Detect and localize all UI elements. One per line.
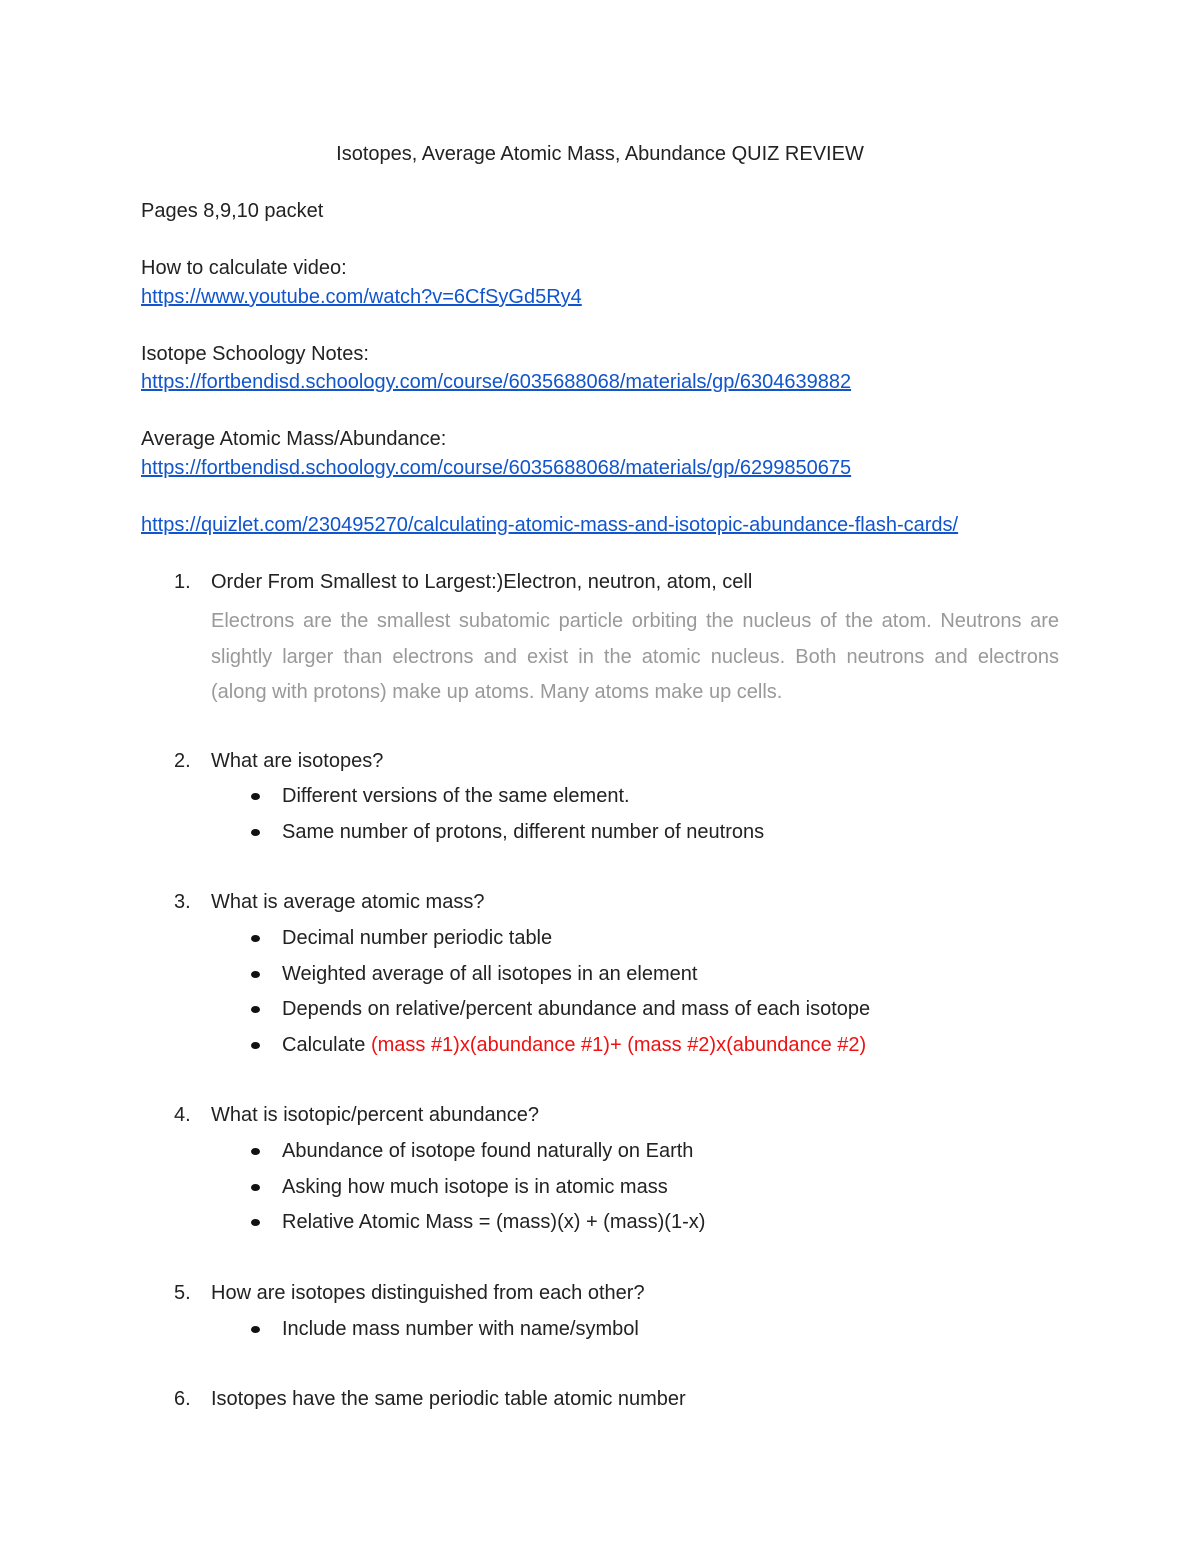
bullet-item: Decimal number periodic table: [282, 927, 553, 949]
bullet-icon: [248, 819, 258, 829]
avg-mass-label: Average Atomic Mass/Abundance:: [141, 428, 447, 450]
bullet-icon: [248, 925, 258, 935]
bullet-icon: [248, 783, 258, 793]
bullet-icon: [248, 1174, 258, 1184]
answer-explanation: Electrons are the smallest subatomic particle orbiting the nucleus of the atom. Neutrons are slightly larger than electrons and exist in the atomic nucleus. Both neutrons and electrons (along with protons) make up atoms. Many atoms make up cells.: [211, 610, 1059, 703]
bullet-item-calculate: [282, 1032, 866, 1058]
bullet-icon: [248, 1209, 258, 1219]
question-number: 1.: [174, 571, 191, 593]
page-title: Isotopes, Average Atomic Mass, Abundance QUIZ REVIEW: [336, 143, 864, 165]
question-text: What is average atomic mass?: [211, 891, 485, 913]
bullet-icon: [248, 996, 258, 1006]
question-number: 4.: [174, 1104, 191, 1126]
question-number: 3.: [174, 891, 191, 913]
video-link[interactable]: https://www.youtube.com/watch?v=6CfSyGd5Ry4: [141, 286, 582, 308]
formula-text: (mass #1)x(abundance #1)+ (mass #2)x(abundance #2): [370, 1034, 867, 1056]
bullet-icon: [248, 1138, 258, 1148]
avg-mass-link[interactable]: https://fortbendisd.schoology.com/course/6035688068/materials/gp/6299850675: [141, 457, 852, 479]
bullet-icon: [248, 1032, 258, 1042]
bullet-item: Asking how much isotope is in atomic mass: [282, 1176, 668, 1198]
question-text: What is isotopic/percent abundance?: [211, 1104, 539, 1126]
bullet-item: Depends on relative/percent abundance and mass of each isotope: [282, 998, 871, 1020]
bullet-item: Same number of protons, different number of neutrons: [282, 821, 765, 843]
video-label: How to calculate video:: [141, 257, 347, 279]
pages-note: Pages 8,9,10 packet: [141, 200, 324, 222]
calculate-label: Calculate: [282, 1034, 371, 1056]
bullet-icon: [248, 1316, 258, 1326]
quizlet-link[interactable]: https://quizlet.com/230495270/calculating-atomic-mass-and-isotopic-abundance-flash-cards/: [141, 514, 959, 536]
bullet-item: Abundance of isotope found naturally on Earth: [282, 1140, 694, 1162]
bullet-item: Relative Atomic Mass = (mass)(x) + (mass)(1-x): [282, 1211, 706, 1233]
question-number: 5.: [174, 1282, 191, 1304]
question-text: Isotopes have the same periodic table atomic number: [211, 1388, 686, 1410]
bullet-item: Weighted average of all isotopes in an element: [282, 963, 698, 985]
question-text: What are isotopes?: [211, 750, 384, 772]
schoology-notes-link[interactable]: https://fortbendisd.schoology.com/course/6035688068/materials/gp/6304639882: [141, 371, 852, 393]
bullet-item: Include mass number with name/symbol: [282, 1318, 639, 1340]
question-text: How are isotopes distinguished from each other?: [211, 1282, 645, 1304]
bullet-item: Different versions of the same element.: [282, 785, 630, 807]
schoology-notes-label: Isotope Schoology Notes:: [141, 343, 369, 365]
bullet-icon: [248, 961, 258, 971]
question-number: 2.: [174, 750, 191, 772]
question-text: Order From Smallest to Largest:)Electron, neutron, atom, cell: [211, 571, 753, 593]
question-number: 6.: [174, 1388, 191, 1410]
